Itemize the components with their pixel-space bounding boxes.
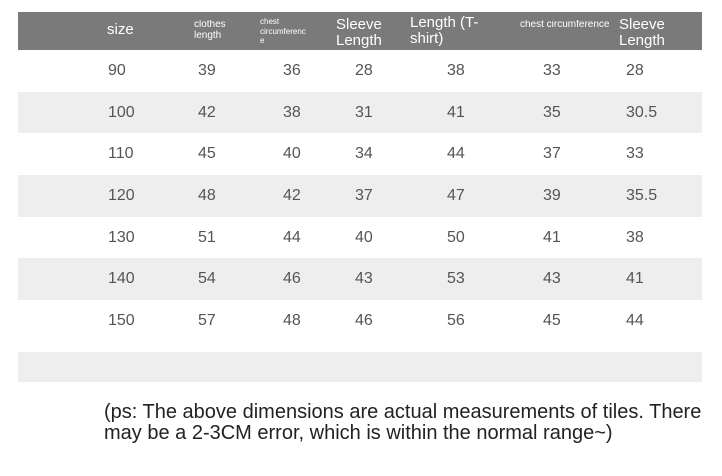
cell-sleeve-length: 40 — [355, 228, 373, 246]
size-chart-table — [18, 12, 702, 382]
cell-length-tshirt: 41 — [447, 103, 465, 121]
cell-chest-circumference-2: 35 — [543, 103, 561, 121]
table-footer-band — [18, 352, 702, 382]
header-chest-circumference-2: chest circumference — [520, 20, 610, 30]
cell-clothes-length: 45 — [198, 145, 216, 163]
cell-size: 90 — [108, 61, 126, 79]
table-row — [18, 50, 702, 92]
cell-size: 120 — [108, 186, 135, 204]
cell-clothes-length: 57 — [198, 311, 216, 329]
header-chest-circumference: chest circumferenc e — [260, 17, 306, 46]
header-clothes-length: clothes length — [194, 20, 226, 41]
cell-sleeve-length: 34 — [355, 145, 373, 163]
cell-length-tshirt: 50 — [447, 228, 465, 246]
table-row — [18, 133, 702, 175]
cell-chest-circumference: 48 — [283, 311, 301, 329]
cell-length-tshirt: 56 — [447, 311, 465, 329]
cell-size: 140 — [108, 270, 135, 288]
table-row — [18, 258, 702, 300]
header-length-tshirt: Length (T-shirt) — [410, 15, 479, 47]
cell-sleeve-length-2: 30.5 — [626, 103, 658, 121]
cell-sleeve-length-2: 44 — [626, 311, 644, 329]
cell-chest-circumference: 40 — [283, 145, 301, 163]
cell-size: 100 — [108, 103, 135, 121]
cell-size: 110 — [108, 145, 134, 163]
header-size: size — [107, 22, 134, 38]
cell-chest-circumference: 46 — [283, 270, 301, 288]
cell-sleeve-length-2: 35.5 — [626, 186, 658, 204]
cell-chest-circumference-2: 39 — [543, 186, 561, 204]
cell-length-tshirt: 47 — [447, 186, 465, 204]
cell-sleeve-length: 37 — [355, 186, 373, 204]
cell-chest-circumference: 36 — [283, 61, 301, 79]
measurement-note: (ps: The above dimensions are actual measurements of tiles. There may be a 2-3CM error, which is within the normal range~) — [104, 401, 702, 444]
cell-chest-circumference-2: 41 — [543, 228, 561, 246]
table-body — [18, 50, 702, 342]
cell-chest-circumference-2: 37 — [543, 145, 561, 163]
cell-chest-circumference: 38 — [283, 103, 301, 121]
cell-size: 130 — [108, 228, 135, 246]
cell-chest-circumference-2: 33 — [543, 61, 561, 79]
cell-sleeve-length-2: 38 — [626, 228, 644, 246]
cell-sleeve-length: 43 — [355, 270, 373, 288]
cell-sleeve-length: 31 — [355, 103, 373, 121]
cell-length-tshirt: 38 — [447, 61, 465, 79]
cell-chest-circumference-2: 45 — [543, 311, 561, 329]
table-header — [18, 12, 702, 50]
cell-clothes-length: 42 — [198, 103, 216, 121]
table-row — [18, 92, 702, 134]
cell-sleeve-length: 28 — [355, 61, 373, 79]
cell-chest-circumference-2: 43 — [543, 270, 561, 288]
cell-clothes-length: 51 — [198, 228, 216, 246]
table-row — [18, 300, 702, 342]
cell-chest-circumference: 44 — [283, 228, 301, 246]
cell-clothes-length: 48 — [198, 186, 216, 204]
cell-sleeve-length: 46 — [355, 311, 373, 329]
header-sleeve-length-2: Sleeve Length — [619, 17, 665, 49]
table-row — [18, 217, 702, 259]
cell-length-tshirt: 53 — [447, 270, 465, 288]
cell-sleeve-length-2: 28 — [626, 61, 644, 79]
cell-chest-circumference: 42 — [283, 186, 301, 204]
cell-size: 150 — [108, 311, 135, 329]
header-sleeve-length: Sleeve Length — [336, 17, 382, 49]
cell-clothes-length: 54 — [198, 270, 216, 288]
cell-clothes-length: 39 — [198, 61, 216, 79]
cell-length-tshirt: 44 — [447, 145, 465, 163]
table-row — [18, 175, 702, 217]
cell-sleeve-length-2: 41 — [626, 270, 644, 288]
cell-sleeve-length-2: 33 — [626, 145, 644, 163]
